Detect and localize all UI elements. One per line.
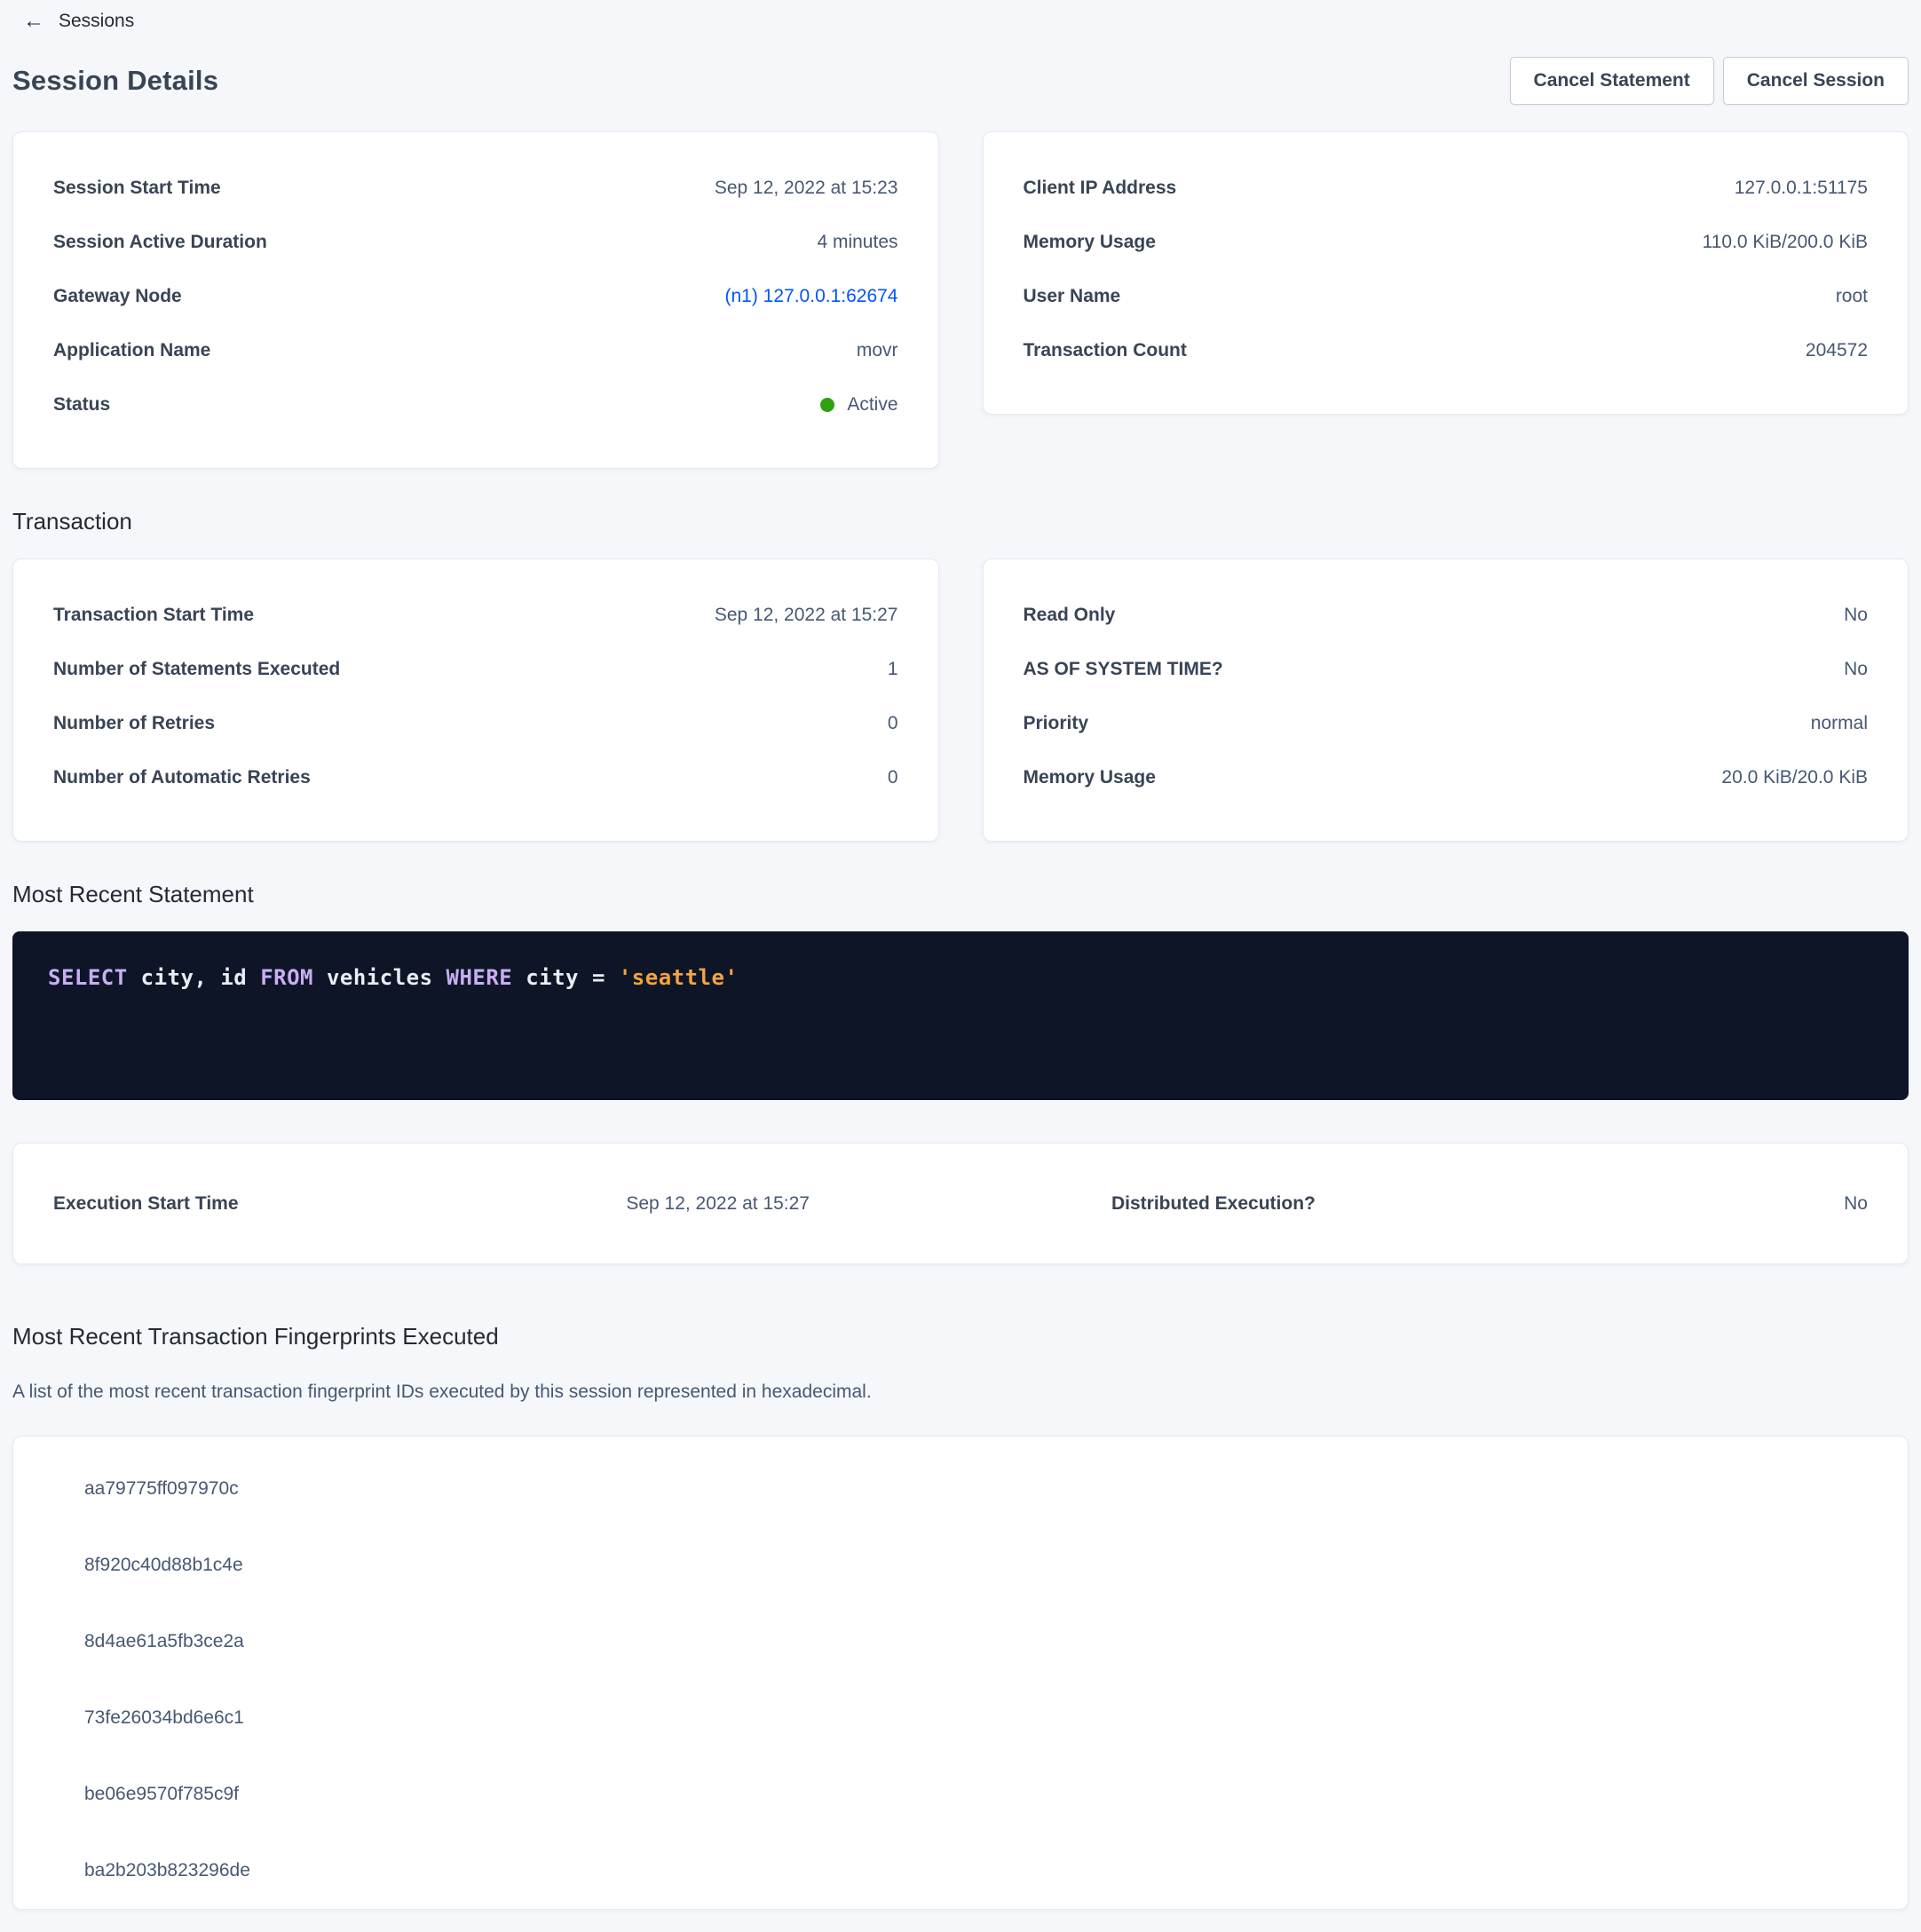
breadcrumb[interactable] bbox=[23, 0, 134, 32]
sql-statement bbox=[48, 965, 1873, 990]
sql-token-plain: city = bbox=[526, 965, 619, 990]
summary-row bbox=[53, 604, 898, 627]
summary-row bbox=[1024, 604, 1869, 627]
summary-row bbox=[1024, 285, 1869, 308]
fingerprint-row: be06e9570f785c9f bbox=[84, 1784, 239, 1804]
summary-row bbox=[53, 766, 898, 789]
gateway-node-link[interactable]: (n1) 127.0.0.1:62674 bbox=[724, 286, 898, 306]
summary-row bbox=[53, 231, 898, 254]
summary-value: normal bbox=[1810, 713, 1868, 733]
summary-value: 0 bbox=[887, 767, 898, 788]
summary-row bbox=[1024, 766, 1869, 789]
execution-start-label: Execution Start Time bbox=[53, 1192, 239, 1214]
page-header bbox=[12, 57, 1909, 105]
summary-row bbox=[53, 712, 898, 735]
summary-label: AS OF SYSTEM TIME? bbox=[1023, 659, 1223, 679]
breadcrumb-label: Sessions bbox=[59, 11, 135, 31]
summary-label: Memory Usage bbox=[1023, 232, 1156, 252]
summary-row bbox=[1024, 658, 1869, 681]
summary-value: 0 bbox=[887, 713, 898, 733]
summary-row bbox=[1024, 231, 1869, 254]
sql-statement-box bbox=[12, 931, 1909, 1100]
session-info-card bbox=[12, 131, 939, 469]
distributed-execution-row bbox=[1111, 1192, 1868, 1215]
summary-label: Application Name bbox=[53, 340, 211, 360]
summary-row bbox=[53, 285, 898, 308]
transaction-section-title: Transaction bbox=[12, 508, 132, 534]
fingerprints-section-title: Most Recent Transaction Fingerprints Executed bbox=[12, 1323, 499, 1350]
distributed-execution-label: Distributed Execution? bbox=[1111, 1192, 1316, 1214]
summary-label: Gateway Node bbox=[53, 286, 182, 306]
fingerprints-card bbox=[12, 1436, 1909, 1910]
session-summary-grid bbox=[12, 131, 1909, 469]
client-info-rows bbox=[984, 132, 1909, 414]
transaction-grid bbox=[12, 558, 1909, 842]
transaction-stats-rows bbox=[13, 559, 938, 841]
back-arrow-icon: ← bbox=[23, 9, 44, 33]
summary-value: No bbox=[1844, 605, 1868, 625]
transaction-props-rows bbox=[984, 559, 1909, 841]
fingerprints-list bbox=[13, 1451, 1908, 1909]
summary-value: 110.0 KiB/200.0 KiB bbox=[1702, 232, 1868, 252]
summary-value: No bbox=[1844, 659, 1868, 679]
status-active-dot bbox=[820, 398, 834, 412]
summary-label: Session Start Time bbox=[53, 178, 221, 198]
sql-token-plain: city, id bbox=[140, 965, 261, 990]
fingerprint-row: aa79775ff097970c bbox=[84, 1478, 239, 1499]
summary-label: Memory Usage bbox=[1023, 767, 1156, 788]
sql-token-keyword: SELECT bbox=[48, 965, 141, 990]
execution-card bbox=[12, 1143, 1909, 1264]
fingerprint-row: 8d4ae61a5fb3ce2a bbox=[84, 1631, 244, 1651]
summary-label: Session Active Duration bbox=[53, 232, 267, 252]
fingerprint-row: 8f920c40d88b1c4e bbox=[84, 1555, 243, 1575]
fingerprints-description: A list of the most recent transaction fingerprint IDs executed by this session represented in hexadecimal. bbox=[12, 1382, 872, 1402]
summary-row bbox=[53, 177, 898, 200]
summary-label: Read Only bbox=[1023, 605, 1116, 625]
summary-value: 1 bbox=[887, 659, 898, 679]
header-buttons bbox=[1510, 57, 1909, 105]
summary-label: Status bbox=[53, 394, 111, 415]
sql-token-string: 'seattle' bbox=[618, 965, 739, 990]
cancel-statement-button[interactable]: Cancel Statement bbox=[1510, 57, 1714, 105]
sql-token-plain: vehicles bbox=[326, 965, 447, 990]
summary-label: Number of Statements Executed bbox=[53, 659, 341, 679]
execution-start-row bbox=[53, 1192, 810, 1215]
summary-row bbox=[53, 658, 898, 681]
fingerprint-row: ba2b203b823296de bbox=[84, 1860, 250, 1881]
distributed-execution-value: No bbox=[1844, 1192, 1868, 1214]
summary-label: Transaction Start Time bbox=[53, 605, 255, 625]
fingerprint-row: 73fe26034bd6e6c1 bbox=[84, 1707, 244, 1728]
statement-section-title: Most Recent Statement bbox=[12, 881, 254, 907]
page-title: Session Details bbox=[12, 65, 219, 96]
session-info-rows bbox=[13, 132, 938, 468]
status-text: Active bbox=[847, 394, 898, 415]
summary-label: Number of Automatic Retries bbox=[53, 767, 311, 788]
summary-value: 20.0 KiB/20.0 KiB bbox=[1721, 767, 1868, 788]
transaction-props-card bbox=[983, 558, 1909, 842]
summary-row bbox=[1024, 339, 1869, 362]
sql-token-keyword: WHERE bbox=[446, 965, 526, 990]
summary-label: User Name bbox=[1023, 286, 1121, 306]
session-status bbox=[820, 393, 897, 416]
client-info-card bbox=[983, 131, 1909, 415]
summary-label: Transaction Count bbox=[1023, 340, 1187, 360]
transaction-stats-card bbox=[12, 558, 939, 842]
summary-label: Number of Retries bbox=[53, 713, 216, 733]
sql-token-keyword: FROM bbox=[260, 965, 327, 990]
cancel-session-button[interactable]: Cancel Session bbox=[1723, 57, 1909, 105]
summary-value: Sep 12, 2022 at 15:23 bbox=[714, 178, 898, 198]
summary-row bbox=[53, 393, 898, 416]
summary-label: Priority bbox=[1023, 713, 1089, 733]
summary-value: 127.0.0.1:51175 bbox=[1734, 178, 1868, 198]
summary-row bbox=[53, 339, 898, 362]
summary-value: Sep 12, 2022 at 15:27 bbox=[714, 605, 898, 625]
summary-value: movr bbox=[856, 340, 898, 360]
summary-row bbox=[1024, 712, 1869, 735]
summary-value: 4 minutes bbox=[817, 232, 898, 252]
summary-value: root bbox=[1835, 286, 1868, 306]
summary-row bbox=[1024, 177, 1869, 200]
summary-value: 204572 bbox=[1805, 340, 1868, 360]
summary-label: Client IP Address bbox=[1023, 178, 1177, 198]
execution-start-value: Sep 12, 2022 at 15:27 bbox=[626, 1192, 810, 1214]
